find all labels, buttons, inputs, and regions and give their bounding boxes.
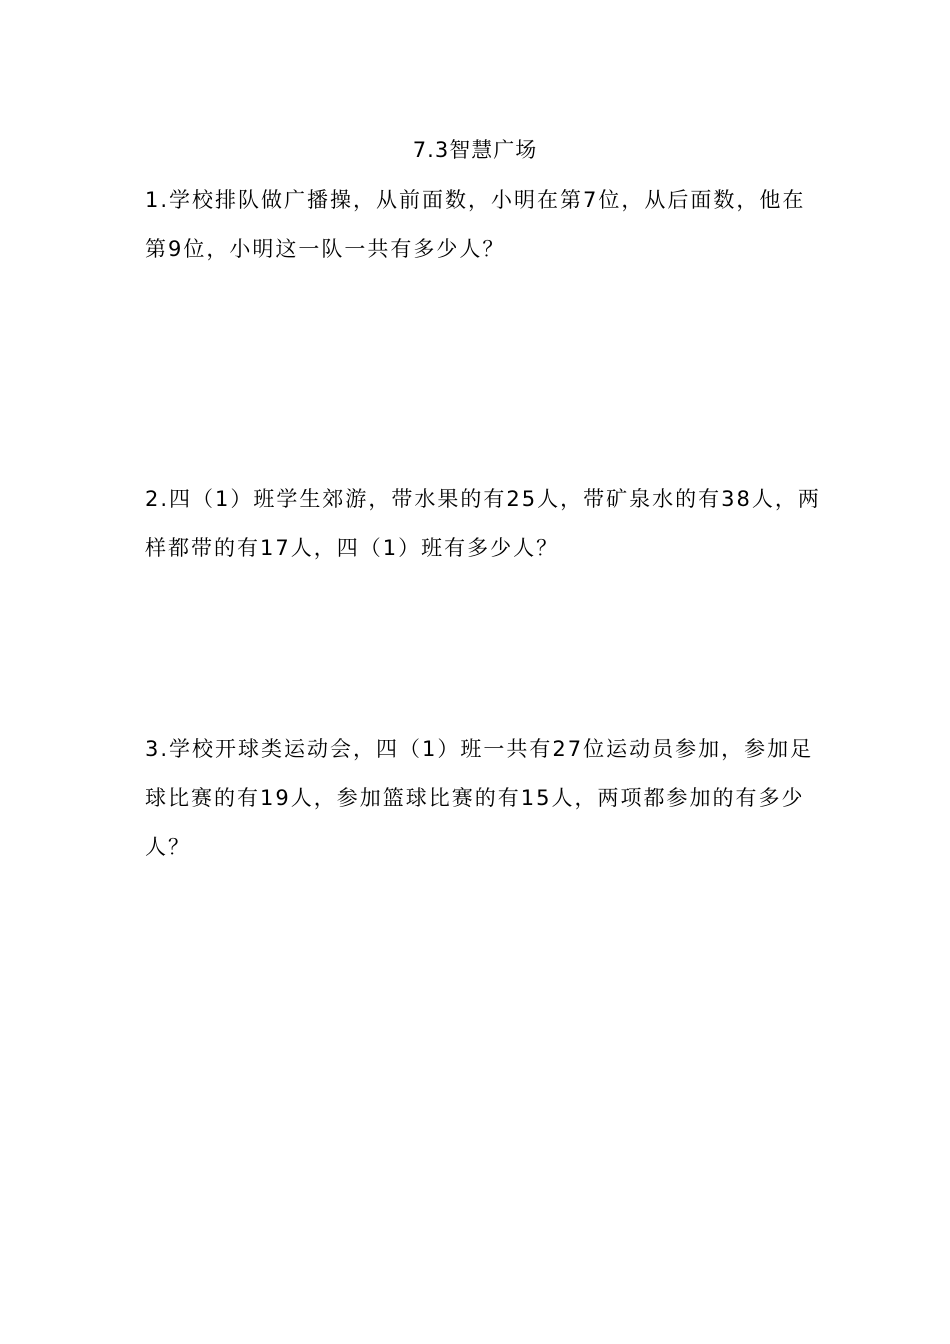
- page-title: 7.3智慧广场: [412, 138, 538, 162]
- question-1: [145, 176, 815, 274]
- question-2-line-2: 样都带的有17人，四（1）班有多少人？: [145, 536, 560, 560]
- question-1-line-1: 1.学校排队做广播操，从前面数，小明在第7位，从后面数，他在: [145, 188, 806, 212]
- question-3: [145, 725, 815, 872]
- question-3-line-3: 人？: [145, 835, 191, 859]
- question-3-line-2: 球比赛的有19人，参加篮球比赛的有15人，两项都参加的有多少: [145, 786, 805, 810]
- question-2: [145, 475, 821, 573]
- question-2-line-1: 2.四（1）班学生郊游，带水果的有25人，带矿泉水的有38人，两: [145, 487, 821, 511]
- question-1-line-2: 第9位，小明这一队一共有多少人？: [145, 237, 506, 261]
- question-3-line-1: 3.学校开球类运动会，四（1）班一共有27位运动员参加，参加足: [145, 737, 814, 761]
